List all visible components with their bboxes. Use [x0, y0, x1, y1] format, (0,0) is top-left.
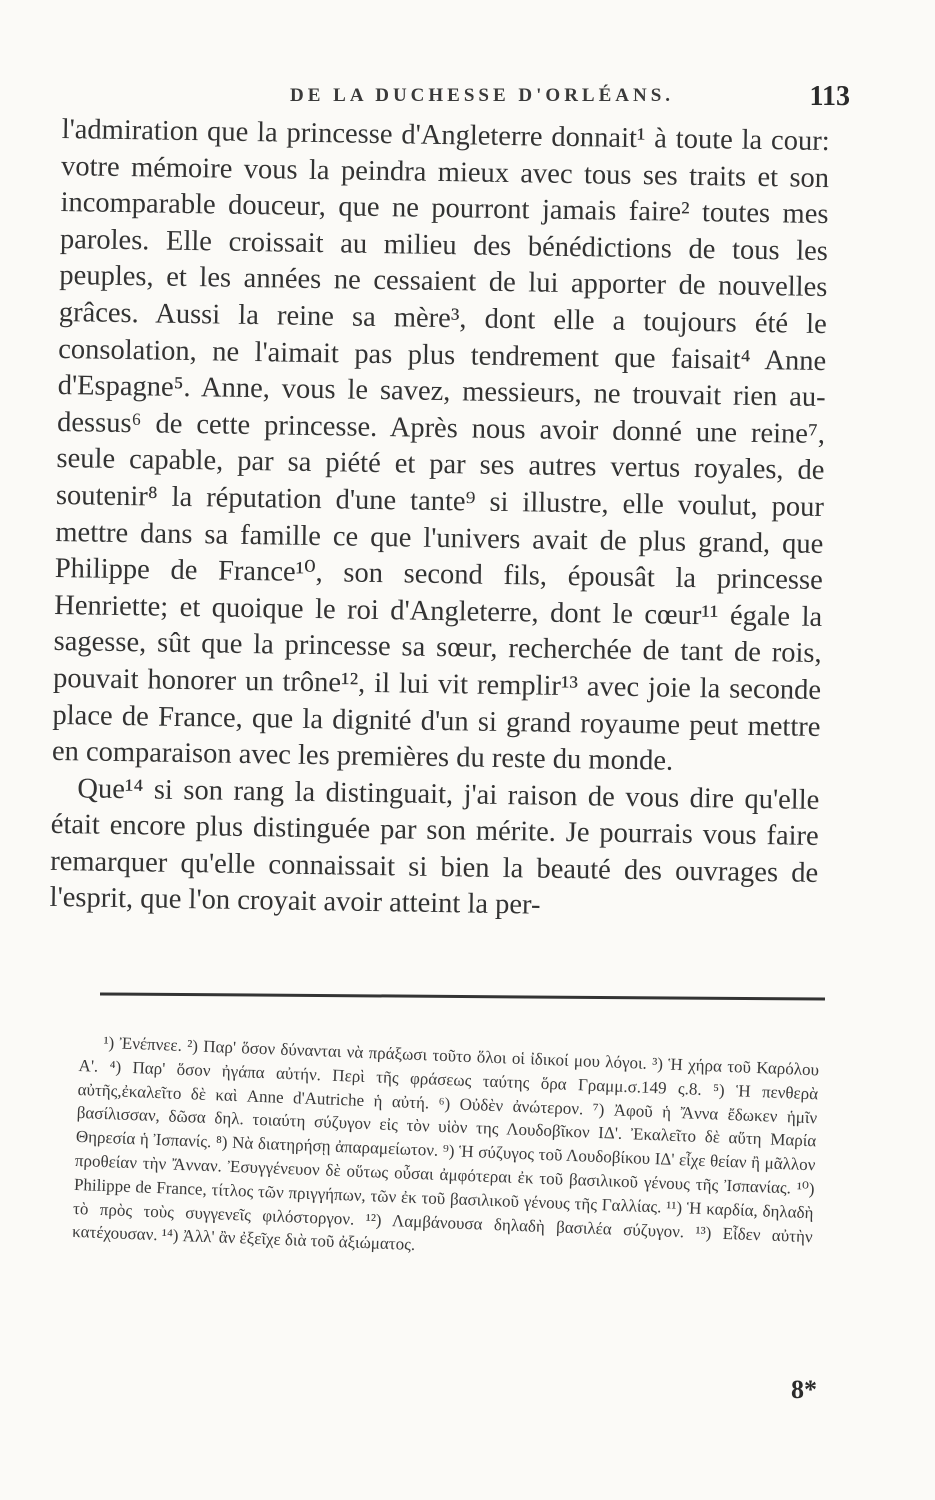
running-title: DE LA DUCHESSE D'ORLÉANS. — [290, 85, 675, 106]
footnotes-text: ¹) Ἐνέπνεε. ²) Παρ' ὅσον δύνανται νὰ πράξωσι τοῦτο ὅλοι οἱ ἰδικοί μου λόγοι. ³) Ἡ χήρα τοῦ Καρόλου Α'. ⁴) Παρ' ὅσον ἠγάπα αὐτήν. Περὶ τῆς φράσεως ταύτης ὅρα Γραμμ.σ.149 ς.8. ⁵) Ἡ πενθερὰ αὐτῆς,ἐκαλεῖτο δὲ καὶ Anne d'Autriche ἡ αὐτή. ⁶) Οὐδὲν ἀνώτερον. ⁷) Ἀφοῦ ἡ Ἄννα ἔδωκεν ἡμῖν βασίλισσαν, δῶσα δηλ. τοιαύτη σύζυγον εἰς τὸν υἱὸν της Λουδοβῖκον ΙΔ'. Ἐκαλεῖτο δὲ αὕτη Μαρία Θηρεσία ἡ Ἰσπανίς. ⁸) Νὰ διατηρήσῃ ἀπαραμείωτον. ⁹) Ἡ σύζυγος τοῦ Λουδοβίκου ΙΔ' εἶχε θείαν ἢ μᾶλλον πρoθείαν τὴν Ἄνναν. Ἐσυγγένευον δὲ οὕτως οὖσαι ἀμφότεραι ἐκ τοῦ βασιλικοῦ γένους τῆς Ἰσπανίας. ¹⁰) Philippe de France, τίτλος τῶν πριγγήπων, τῶν ἐκ τοῦ βασιλικοῦ γένους τῆς Γαλλίας. ¹¹) Ἡ καρδία, δηλαδὴ τὸ πρὸς τοὺς συγγενεῖς φιλόστοργον. ¹²) Λαμβάνουσα δηλαδὴ βασιλέα σύζυγον. ¹³) Εἶδεν αὐτὴν κατέχουσαν. ¹⁴) Ἀλλ' ἂν ἐξεῖχε διὰ τοῦ ἀξιώματος. — [71, 1032, 820, 1255]
footnote-rule — [100, 992, 825, 1000]
footnotes — [72, 1030, 820, 1272]
page-number: 113 — [809, 81, 850, 112]
paragraph-2: Que¹⁴ si son rang la distinguait, j'ai raison de vous dire qu'elle était encore plus distinguée par son mérite. Je pourrais vous faire remarquer qu'elle connaissait si bien la beauté des ouvrages de l'esprit, que l'on croyait avoir atteint la per- — [49, 773, 820, 922]
signature-mark: 8* — [791, 1375, 817, 1404]
paragraph-1: l'admiration que la princesse d'Angleterre donnait¹ à toute la cour: votre mémoire vous la peindra mieux avec tous ses traits et son incomparable douceur, que ne pourront jamais faire² toutes mes paroles. Elle croissait au milieu des bénédictions de tous les peuples, et les années ne cessaient de lui apporter de nouvelles grâces. Aussi la reine sa mère³, dont elle a toujours été le consolation, ne l'aimait pas plus tendrement que faisait⁴ Anne d'Espagne⁵. Anne, vous le savez, messieurs, ne trouvait rien au-dessus⁶ de cette princesse. Après nous avoir donné une reine⁷, seule capable, par sa piété et par ses autres vertus royales, de soutenir⁸ la réputation d'une tante⁹ si illustre, elle voulut, pour mettre dans sa famille ce que l'univers avait de plus grand, que Philippe de France¹⁰, son second fils, épousât la princesse Henriette; et quoique le roi d'Angleterre, dont le cœur¹¹ égale la sagesse, sût que la princesse sa sœur, recherchée de tant de rois, pouvait honorer un trône¹², il lui vit remplir¹³ avec joie la seconde place de France, que la dignité d'un si grand royaume peut mettre en comparaison avec les premières du reste du monde. — [51, 113, 830, 777]
main-text — [49, 112, 830, 929]
